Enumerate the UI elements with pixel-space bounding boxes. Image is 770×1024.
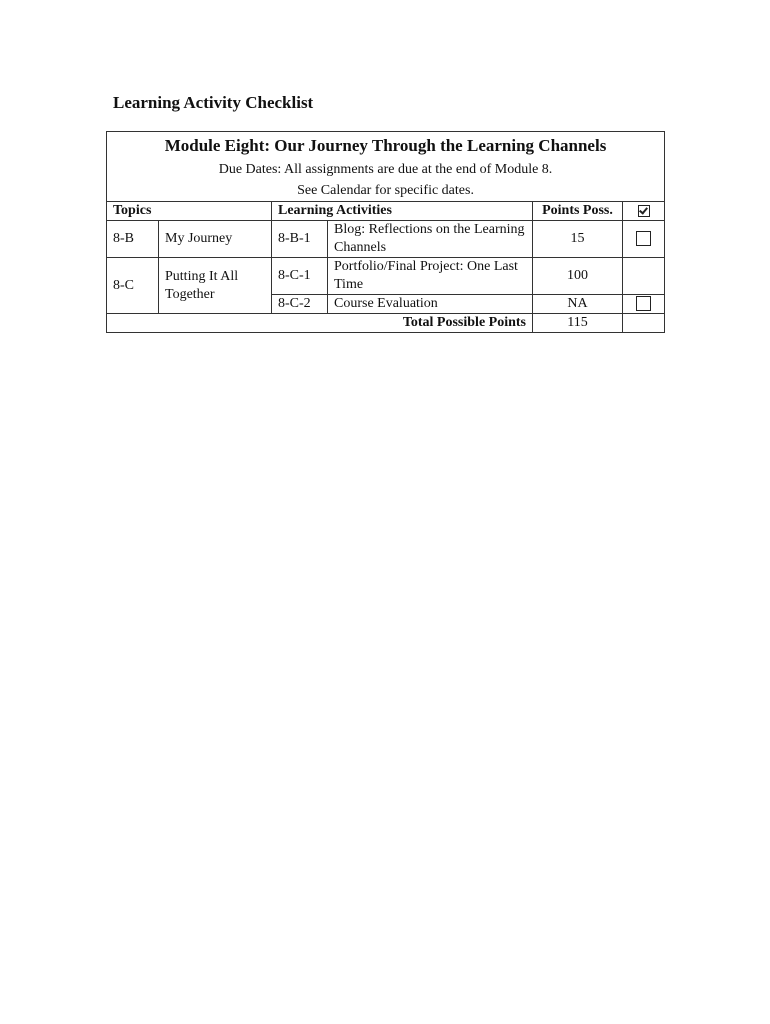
column-header-topics: Topics	[107, 202, 272, 221]
table-row	[107, 221, 665, 258]
page-title: Learning Activity Checklist	[113, 93, 314, 112]
completion-checkbox[interactable]	[636, 231, 651, 246]
activity-checkbox-cell	[623, 295, 665, 314]
column-header-row	[107, 202, 665, 221]
total-row	[107, 314, 665, 333]
completion-checkbox[interactable]	[636, 296, 651, 311]
topic-code: 8-B	[107, 221, 159, 258]
topic-name: Putting It All Together	[159, 258, 272, 314]
total-value: 115	[533, 314, 623, 333]
table-row	[107, 258, 665, 295]
activity-code: 8-C-1	[272, 258, 328, 295]
due-dates-line: Due Dates: All assignments are due at the end of Module 8.	[218, 162, 553, 177]
activity-checkbox-cell	[623, 221, 665, 258]
column-header-learning-activities: Learning Activities	[272, 202, 533, 221]
activity-code: 8-C-2	[272, 295, 328, 314]
module-header-row	[107, 132, 665, 202]
module-title: Module Eight: Our Journey Through the Learning Channels	[164, 136, 607, 155]
total-label: Total Possible Points	[107, 314, 533, 333]
activity-name: Portfolio/Final Project: One Last Time	[328, 258, 533, 295]
activity-name: Course Evaluation	[328, 295, 533, 314]
activity-name: Blog: Reflections on the Learning Channels	[328, 221, 533, 258]
calendar-note: See Calendar for specific dates.	[297, 183, 474, 198]
total-empty-cell	[623, 314, 665, 333]
activity-points: NA	[533, 295, 623, 314]
activity-points: 15	[533, 221, 623, 258]
activity-checkbox-cell	[623, 258, 665, 295]
activity-code: 8-B-1	[272, 221, 328, 258]
column-header-check	[623, 202, 665, 221]
topic-name: My Journey	[159, 221, 272, 258]
activity-points: 100	[533, 258, 623, 295]
topic-code: 8-C	[107, 258, 159, 314]
checked-box-icon	[638, 205, 650, 217]
module-header-cell	[107, 132, 665, 202]
column-header-points: Points Poss.	[533, 202, 623, 221]
learning-activity-table	[106, 131, 665, 333]
